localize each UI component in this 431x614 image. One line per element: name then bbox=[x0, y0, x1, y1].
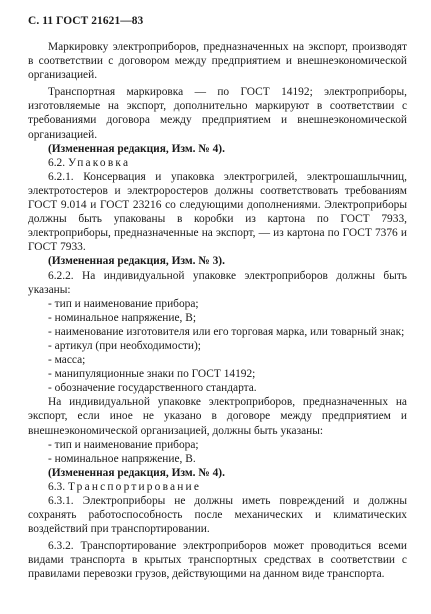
list-item: - обозначение государственного стандарта. bbox=[48, 382, 257, 395]
list-item: - наименование изготовителя или его торговая марка, или товарный знак; bbox=[48, 325, 405, 338]
amendment-note-2: (Измененная редакция, Изм. № 3). bbox=[48, 255, 225, 268]
export-packaging-list bbox=[28, 438, 407, 466]
list-item: - тип и наименование прибора; bbox=[48, 297, 199, 310]
list-item: - артикул (при необходимости); bbox=[48, 339, 201, 352]
list-item: - манипуляционные знаки по ГОСТ 14192; bbox=[48, 368, 256, 381]
section-number: 6.2. bbox=[48, 156, 66, 169]
paragraph-export-marking: Маркировку электроприборов, предназначенных на экспорт, производят в соответствии с договором между предприятием и внешнеэкономической организацией. bbox=[28, 41, 407, 82]
document-body bbox=[28, 40, 407, 582]
amendment-note-3: (Измененная редакция, Изм. № 4). bbox=[48, 466, 225, 479]
paragraph-6-2-1: 6.2.1. Консервация и упаковка электрогрилей, электрошашлычниц, электротостеров и электроростеров должны соответствовать требованиям ГОСТ 9.014 и ГОСТ 23216 со следующими дополнениями. Электроприборы должны быть упакованы в коробки из картона по ГОСТ 7933, электроприборы, предназначенные на экспорт, — из картона по ГОСТ 7376 и ГОСТ 7933. bbox=[28, 170, 407, 254]
section-title: Транспортирование bbox=[67, 480, 202, 493]
paragraph-export-packaging: На индивидуальной упаковке электроприборов, предназначенных на экспорт, если иное не указано в договоре между предприятием и внешнеэкономической организацией, должны быть указаны: bbox=[28, 396, 407, 437]
list-item: - номинальное напряжение, В. bbox=[48, 452, 196, 465]
amendment-note-1: (Измененная редакция, Изм. № 4). bbox=[48, 142, 225, 155]
section-heading-transport bbox=[28, 480, 407, 494]
page-header: С. 11 ГОСТ 21621—83 bbox=[28, 15, 144, 27]
packaging-info-list bbox=[28, 297, 407, 396]
section-number: 6.3. bbox=[48, 480, 66, 493]
paragraph-transport-marking: Транспортная маркировка — по ГОСТ 14192; электроприборы, изготовляемые на экспорт, дополнительно маркируют в соответствии с требованиями договора между предприятием и внешнеэкономической организацией. bbox=[28, 86, 407, 141]
paragraph-6-2-2: 6.2.2. На индивидуальной упаковке электроприборов должны быть указаны: bbox=[28, 269, 407, 296]
paragraph-6-3-2: 6.3.2. Транспортирование электроприборов может проводиться всеми видами транспорта в крытых транспортных средствах в соответствии с правилами перевозки грузов, действующими на данном виде транспорта. bbox=[28, 540, 407, 581]
paragraph-6-3-1: 6.3.1. Электроприборы не должны иметь повреждений и должны сохранять работоспособность после механических и климатических воздействий при транспортировании. bbox=[28, 495, 407, 536]
list-item: - масса; bbox=[48, 354, 86, 367]
section-heading-packaging bbox=[28, 156, 407, 170]
section-title: Упаковка bbox=[67, 156, 131, 169]
list-item: - номинальное напряжение, В; bbox=[48, 311, 196, 324]
list-item: - тип и наименование прибора; bbox=[48, 438, 199, 451]
